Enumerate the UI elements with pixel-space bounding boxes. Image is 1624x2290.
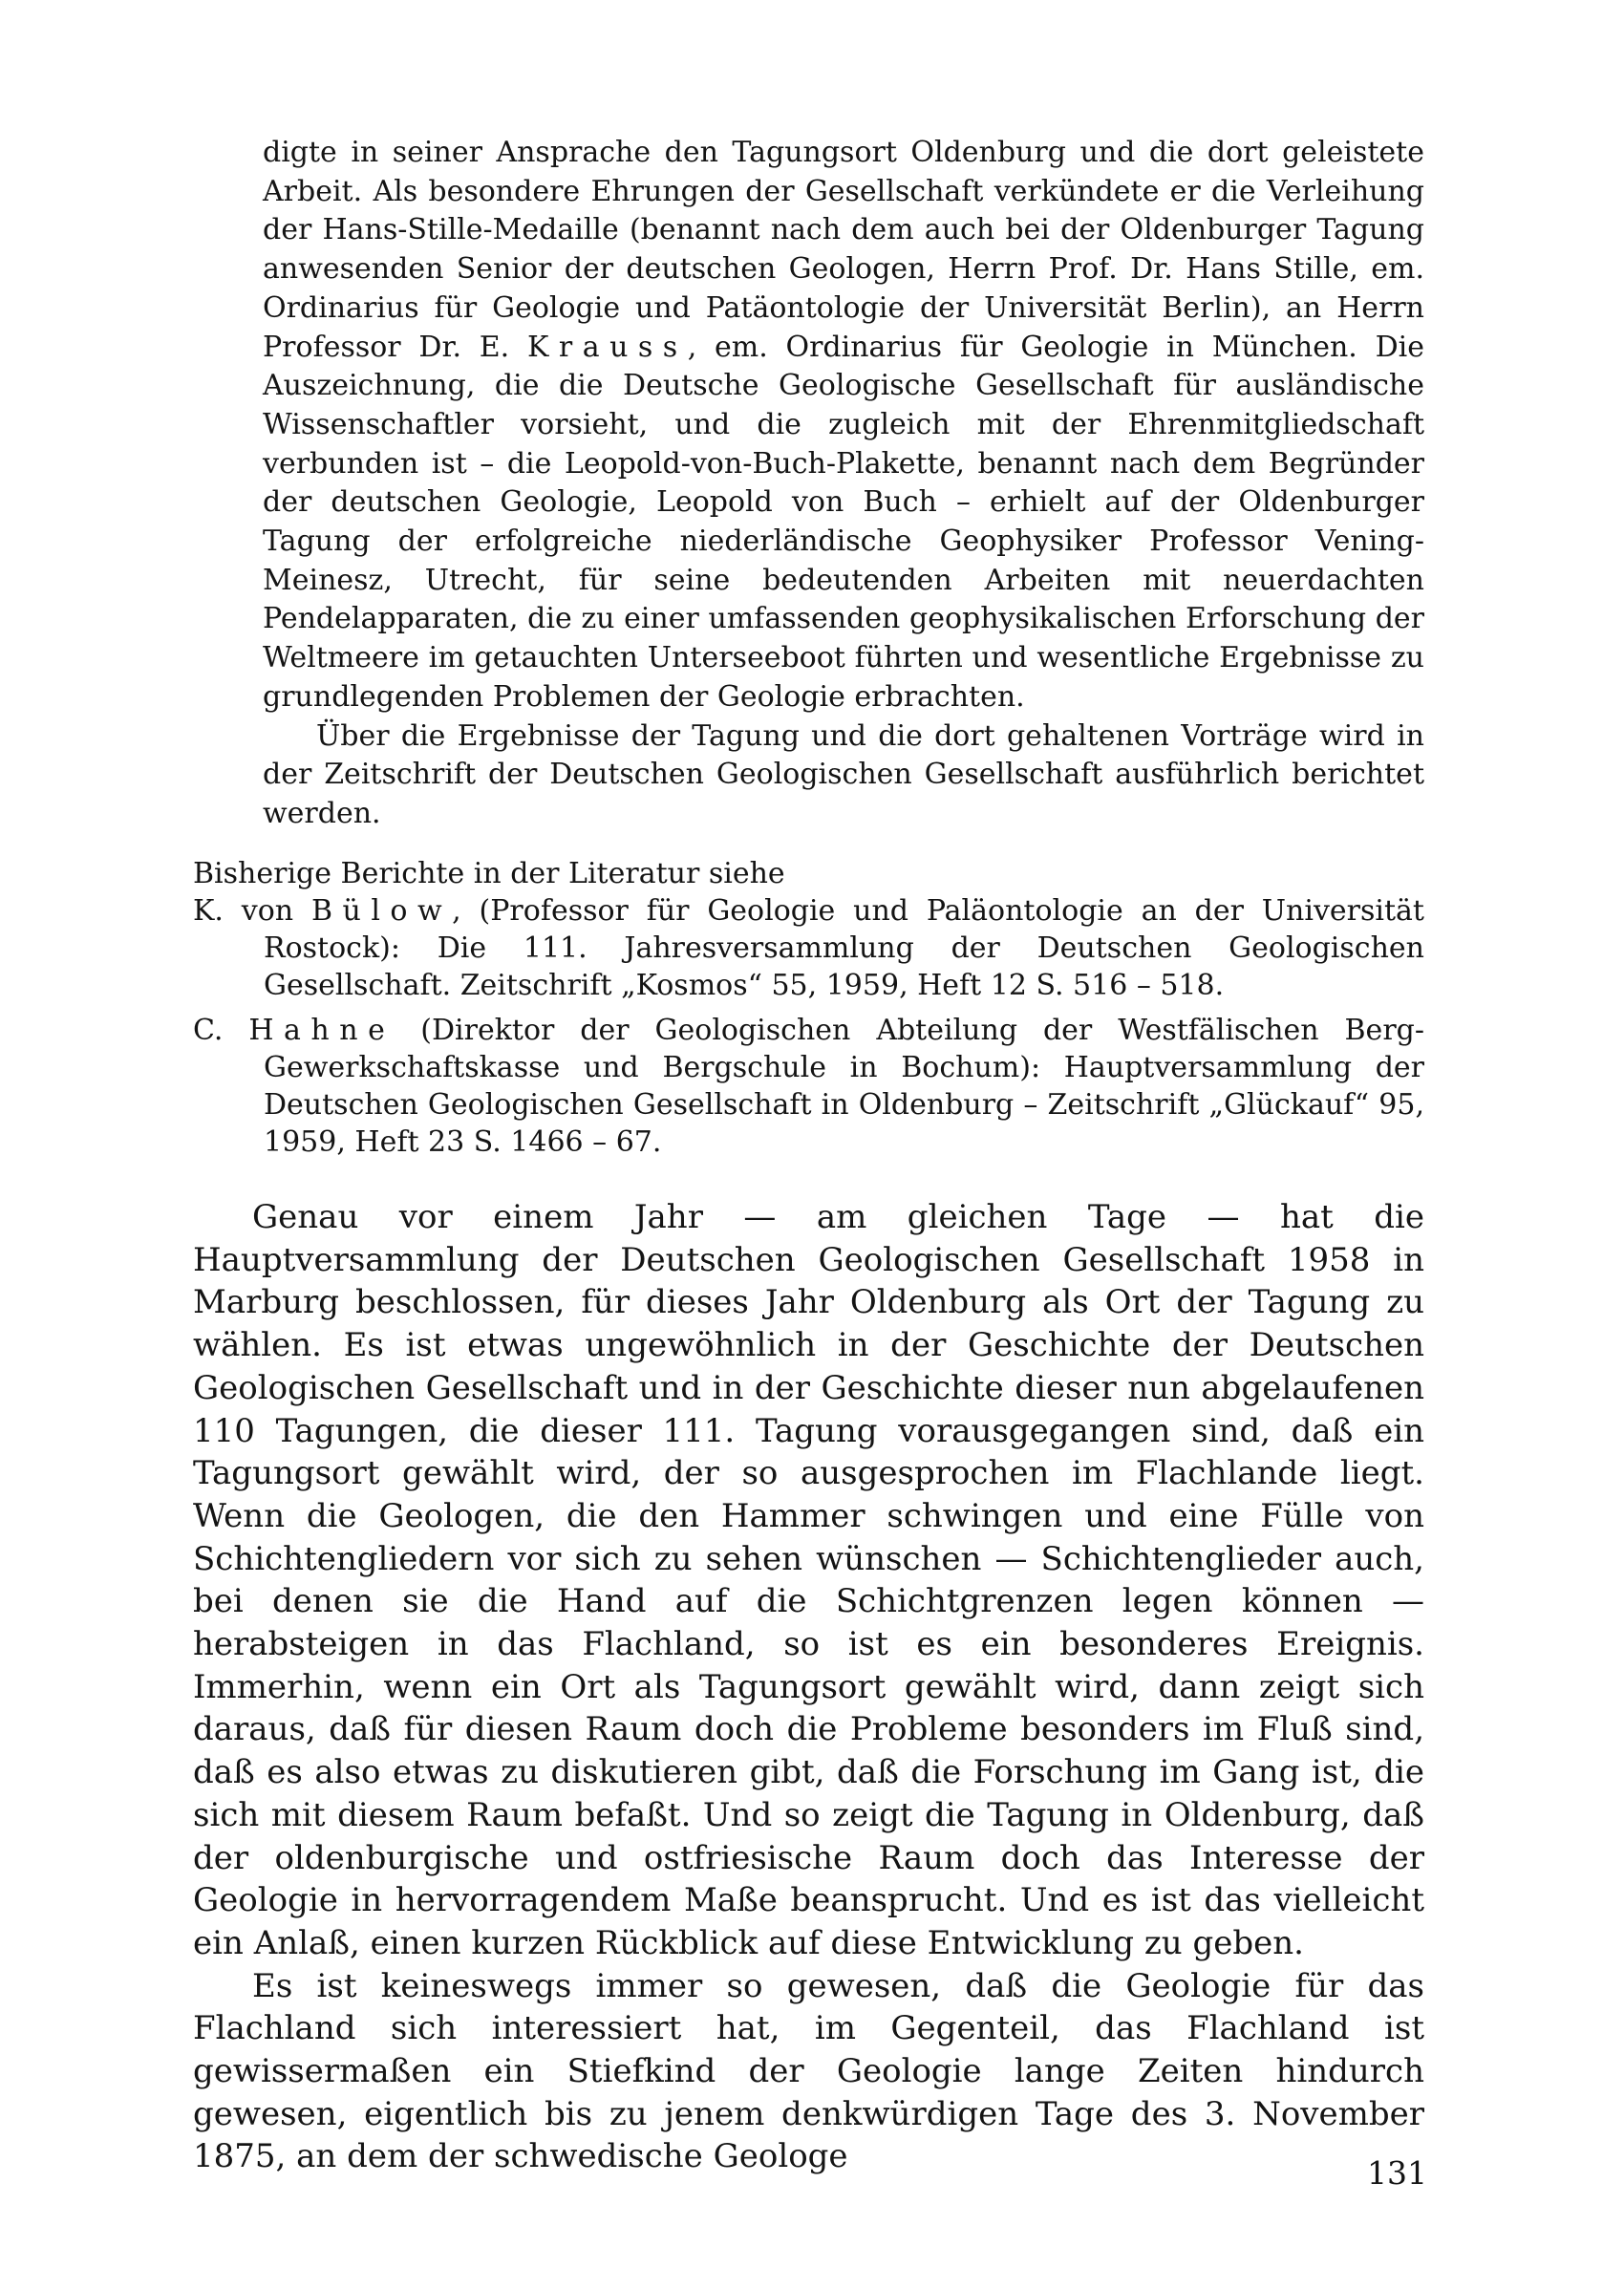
literature-entry: C. Hahne (Direktor der Geologischen Abteilung der Westfälischen Berg-Gewerkschaftskasse und Bergschule in Bochum): Hauptversammlung der Deutschen Geologischen Gesellschaft in Oldenburg – Zeitschrift „Glückauf“ 95, 1959, Heft 23 S. 1466 – 67. bbox=[193, 1014, 1424, 1159]
author-name-hahne: Hahne bbox=[248, 1014, 395, 1047]
literature-entry: K. von Bülow, (Professor für Geologie und Paläontologie an der Universität Rostock): Die 111. Jahresversammlung der Deutschen Geologischen Gesellschaft. Zeitschrift „Kosmos“ 55, 1959, Heft 12 S. 516 – 518. bbox=[193, 894, 1424, 1002]
body-paragraph: Es ist keineswegs immer so gewesen, daß die Geologie für das Flachland sich interessiert hat, im Gegenteil, das Flachland ist gewissermaßen ein Stiefkind der Geologie lange Zeiten hindurch gewesen, eigentlich bis zu jenem denkwürdigen Tage des 3. November 1875, an dem der schwedische Geologe bbox=[193, 1966, 1424, 2176]
body-paragraph: Genau vor einem Jahr — am gleichen Tage — hat die Hauptversammlung der Deutschen Geologischen Gesellschaft 1958 in Marburg beschlossen, für dieses Jahr Oldenburg als Ort der Tagung zu wählen. Es ist etwas ungewöhnlich in der Geschichte der Deutschen Geologischen Gesellschaft und in der Geschichte dieser nun abgelaufenen 110 Tagungen, die dieser 111. Tagung vorausgegangen sind, daß ein Tagungsort gewählt wird, der so ausgesprochen im Flachlande liegt. Wenn die Geologen, die den Hammer schwingen und eine Fülle von Schichtengliedern vor sich zu sehen wünschen — Schichtenglieder auch, bei denen sie die Hand auf die Schichtgrenzen legen können — herabsteigen in das Flachland, so ist es ein besonderes Ereignis. Immerhin, wenn ein Ort als Tagungsort gewählt wird, dann zeigt sich daraus, daß für diesen Raum doch die Probleme besonders im Fluß sind, daß es also etwas zu diskutieren gibt, daß die Forschung im Gang ist, die sich mit diesem Raum befaßt. Und so zeigt die Tagung in Oldenburg, daß der oldenburgische und ostfriesische Raum doch das Interesse der Geologie in hervorragendem Maße beansprucht. Und es ist das vielleicht ein Anlaß, einen kurzen Rückblick auf diese Entwicklung zu geben. bbox=[193, 1198, 1424, 1962]
intro-paragraph: digte in seiner Ansprache den Tagungsort Oldenburg und die dort geleistete Arbeit. Als besondere Ehrungen der Gesellschaft verkündete er die Verleihung der Hans-Stille-Medaille (benannt nach dem auch bei der Oldenburger Tagung anwesenden Senior der deutschen Geologen, Herrn Prof. Dr. Hans Stille, em. Ordinarius für Geologie und Patäontologie der Universität Berlin), an Herrn Professor Dr. E. Krauss, em. Ordinarius für Geologie in München. Die Auszeichnung, die die Deutsche Geologische Gesellschaft für ausländische Wissenschaftler vorsieht, und die zugleich mit der Ehrenmitgliedschaft verbunden ist – die Leopold-von-Buch-Plakette, benannt nach dem Begründer der deutschen Geologie, Leopold von Buch – erhielt auf der Oldenburger Tagung der erfolgreiche niederländische Geophysiker Professor Vening-Meinesz, Utrecht, für seine bedeutenden Arbeiten mit neuerdachten Pendelapparaten, die zu einer umfassenden geophysikalischen Erforschung der Weltmeere im getauchten Unterseeboot führten und wesentliche Ergebnisse zu grundlegenden Problemen der Geologie erbrachten. bbox=[263, 136, 1424, 714]
literature-heading: Bisherige Berichte in der Literatur siehe bbox=[193, 857, 785, 890]
intro-section bbox=[263, 134, 1424, 834]
intro-paragraph-report: Über die Ergebnisse der Tagung und die dort gehaltenen Vorträge wird in der Zeitschrift der Deutschen Geologischen Gesellschaft ausführlich berichtet werden. bbox=[263, 718, 1424, 830]
author-name-krauss: Krauss bbox=[526, 330, 688, 364]
author-name-buelow: Bülow bbox=[310, 894, 453, 928]
main-text bbox=[193, 1196, 1424, 2178]
page-number: 131 bbox=[1367, 2154, 1427, 2192]
literature-section bbox=[193, 855, 1424, 1161]
